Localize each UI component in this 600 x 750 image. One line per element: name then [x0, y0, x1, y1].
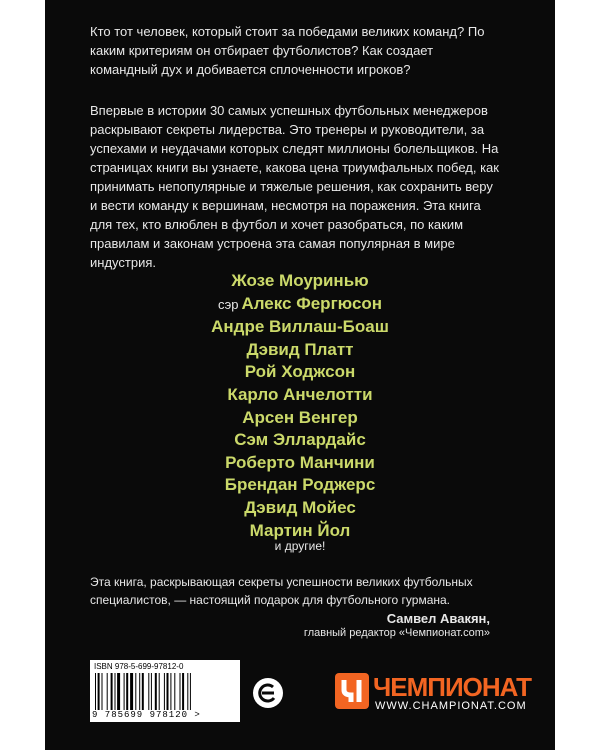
barcode-bar	[182, 673, 184, 710]
isbn-text: ISBN 978-5-699-97812-0	[94, 662, 184, 671]
barcode-bar	[102, 673, 103, 710]
quote-author-name: Самвел Авакян,	[386, 611, 490, 626]
barcode-bar	[190, 673, 191, 710]
coach-name-list	[45, 270, 555, 542]
barcode-bar	[170, 673, 171, 710]
coach-name: Брендан Роджерс	[224, 475, 376, 495]
intro-paragraph: Кто тот человек, который стоит за победами великих команд? По каким критериям он отбирает футболистов? Как создает командный дух и добивается сплоченности игроков?	[90, 24, 485, 77]
coach-name-row	[45, 270, 555, 293]
championat-logo-icon	[335, 673, 369, 709]
coach-name-row	[45, 474, 555, 497]
barcode-bar	[98, 673, 100, 710]
coach-name: Алекс Фергюсон	[241, 293, 383, 313]
barcode-bar	[159, 673, 160, 710]
barcode-bar	[187, 673, 188, 710]
coach-name-row	[45, 316, 555, 339]
coach-name-row	[45, 361, 555, 384]
coach-name: Арсен Венгер	[242, 407, 358, 427]
coach-name: Мартин Йол	[249, 520, 351, 540]
description-paragraph: Впервые в истории 30 самых успешных футбольных менеджеров раскрывают секреты лидерства. Это тренеры и руководители, за успехами и неудачами которых следят миллионы болельщиков. На страницах книги вы узнаете, какова цена триумфальных побед, как принимать непопулярные и тяжелые решения, как сохранить веру и вести команду к вершинам, несмотря на поражения. Эта книга для тех, кто влюблен в футбол и хочет разобраться, по каким правилам и законам устроена эта самая популярная в мире индустрия.	[90, 103, 499, 270]
barcode-bar	[139, 673, 140, 710]
coach-name: Жозе Моуринью	[231, 271, 369, 290]
barcode-bar	[124, 673, 125, 710]
coach-name: Дэвид Платт	[246, 339, 354, 359]
barcode-bar	[142, 673, 144, 710]
publisher-logo-icon	[253, 678, 283, 708]
coach-name-row	[45, 452, 555, 475]
barcode-bar	[130, 673, 133, 710]
barcode-bar	[167, 673, 169, 710]
barcode-bar	[111, 673, 113, 710]
book-back-cover	[45, 0, 555, 750]
championat-brand-name: ЧЕМПИОНАТ	[373, 672, 532, 702]
barcode-bar	[126, 673, 128, 710]
barcode-bar	[107, 673, 108, 710]
barcode-bars	[95, 673, 235, 710]
and-others-text: и другие!	[274, 539, 326, 553]
name-prefix: сэр	[217, 296, 239, 312]
barcode-bar	[148, 673, 149, 710]
coach-name: Андре Виллаш-Боаш	[211, 317, 389, 337]
barcode-bar	[164, 673, 165, 710]
barcode-bar	[174, 673, 175, 710]
coach-name: Рой Ходжсон	[244, 362, 356, 382]
coach-name: Карло Анчелотти	[227, 384, 373, 404]
coach-name-row	[45, 339, 555, 362]
coach-name-row	[45, 429, 555, 452]
barcode-bar	[117, 673, 120, 710]
barcode-number: 9 785699 978120 >	[92, 710, 201, 720]
coach-name: Дэвид Мойес	[244, 497, 356, 517]
coach-name-row	[45, 384, 555, 407]
coach-name-row	[45, 407, 555, 430]
barcode-bar	[135, 673, 136, 710]
barcode-bar	[95, 673, 96, 710]
quote-text: Эта книга, раскрывающая секреты успешности великих футбольных специалистов, — настоящий подарок для футбольного гурмана.	[90, 575, 473, 607]
coach-name: Сэм Эллардайс	[234, 430, 366, 450]
coach-name: Роберто Манчини	[225, 452, 375, 472]
quote-author-role: главный редактор «Чемпионат.com»	[303, 627, 490, 639]
coach-name-row	[45, 293, 555, 317]
barcode-bar	[151, 673, 152, 710]
barcode-bar	[180, 673, 181, 710]
barcode	[90, 660, 240, 722]
barcode-bar	[155, 673, 157, 710]
barcode-bar	[115, 673, 116, 710]
championat-url: WWW.CHAMPIONAT.COM	[375, 700, 527, 712]
coach-name-row	[45, 497, 555, 520]
